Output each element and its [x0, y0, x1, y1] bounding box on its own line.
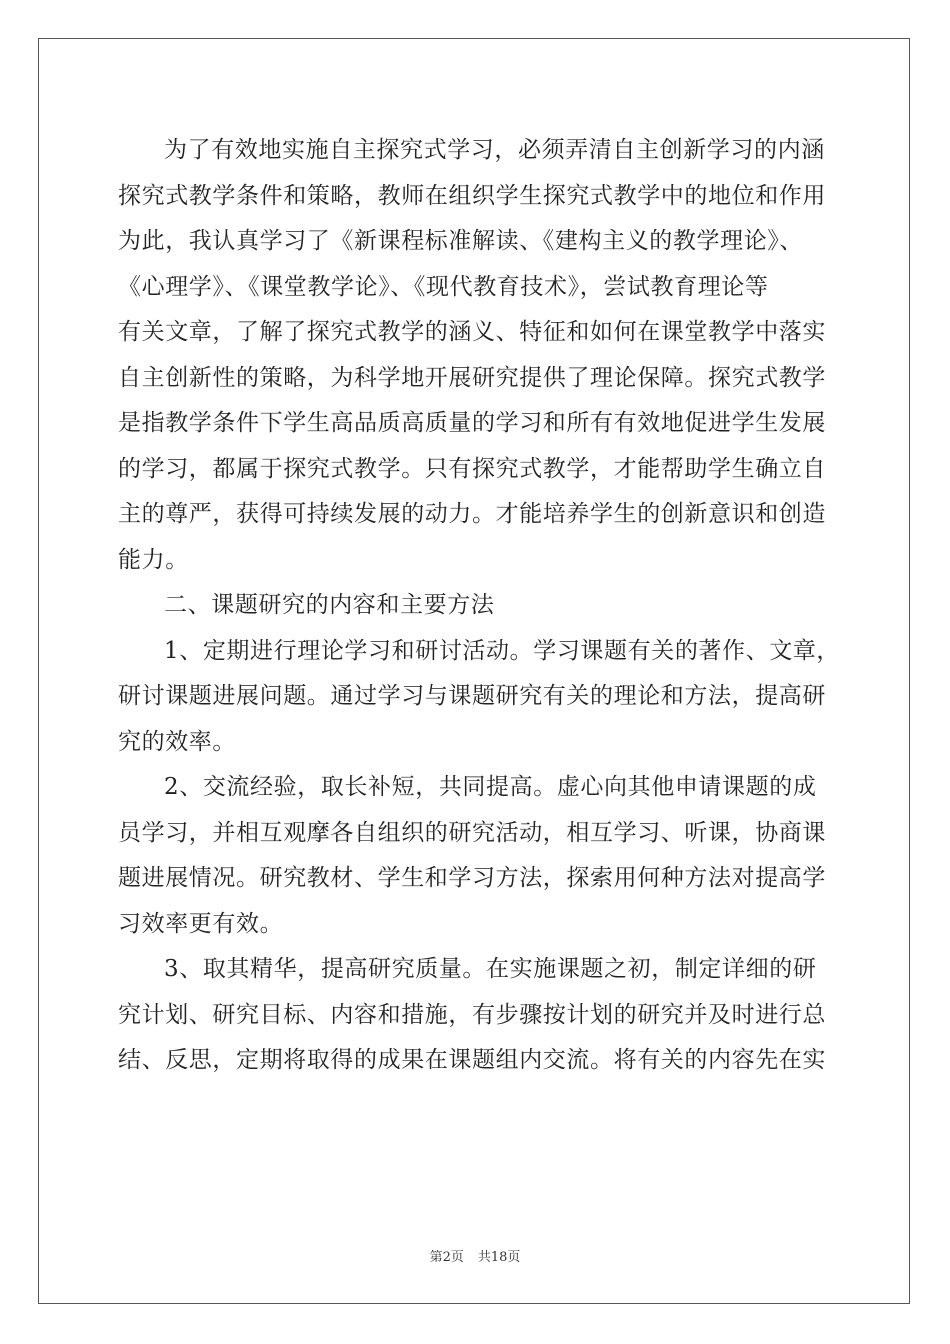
page-footer [0, 1246, 950, 1265]
paragraph-line: 2、交流经验，取长补短，共同提高。虚心向其他申请课题的成 [164, 774, 817, 800]
paragraph-line: 结、反思，定期将取得的成果在课题组内交流。将有关的内容先在实 [118, 1047, 826, 1073]
paragraph-line: 主的尊严，获得可持续发展的动力。才能培养学生的创新意识和创造 [118, 501, 826, 527]
paragraph-line: 的学习，都属于探究式教学。只有探究式教学，才能帮助学生确立自 [118, 455, 826, 482]
paragraph-line: 是指教学条件下学生高品质高质量的学习和所有有效地促进学生发展 [118, 410, 826, 436]
paragraph-line: 为此，我认真学习了《新课程标准解读、《建构主义的教学理论》、 [118, 228, 803, 254]
paragraph-line: 为了有效地实施自主探究式学习，必须弄清自主创新学习的内涵 [164, 137, 825, 163]
paragraph-line: 探究式教学条件和策略，教师在组织学生探究式教学中的地位和作用 [118, 182, 826, 209]
paragraph-line: 3、取其精华，提高研究质量。在实施课题之初，制定详细的研 [164, 956, 817, 982]
paragraph-line: 题进展情况。研究教材、学生和学习方法，探索用何种方法对提高学 [118, 865, 826, 891]
paragraph-line: 自主创新性的策略，为科学地开展研究提供了理论保障。探究式教学 [118, 364, 826, 391]
page-total: 共18页 [477, 1250, 521, 1265]
paragraph-line: 习效率更有效。 [118, 910, 284, 937]
paragraph-line: 究的效率。 [118, 728, 236, 755]
page-number: 第2页 [429, 1250, 464, 1265]
paragraph-line: 究计划、研究目标、内容和措施，有步骤按计划的研究并及时进行总 [118, 1001, 826, 1028]
section-heading: 二、课题研究的内容和主要方法 [164, 592, 495, 618]
paragraph-line: 1、定期进行理论学习和研讨活动。学习课题有关的著作、文章， [164, 637, 841, 664]
paragraph-line: 能力。 [118, 546, 189, 573]
paragraph-line: 研讨课题进展问题。通过学习与课题研究有关的理论和方法，提高研 [118, 683, 826, 709]
document-body [118, 128, 841, 1084]
paragraph-line: 员学习，并相互观摩各自组织的研究活动，相互学习、听课，协商课 [118, 819, 826, 846]
paragraph-line: 有关文章，了解了探究式教学的涵义、特征和如何在课堂教学中落实 [118, 319, 826, 345]
paragraph-line: 《心理学》、《课堂教学论》、《现代教育技术》，尝试教育理论等 [118, 273, 769, 300]
